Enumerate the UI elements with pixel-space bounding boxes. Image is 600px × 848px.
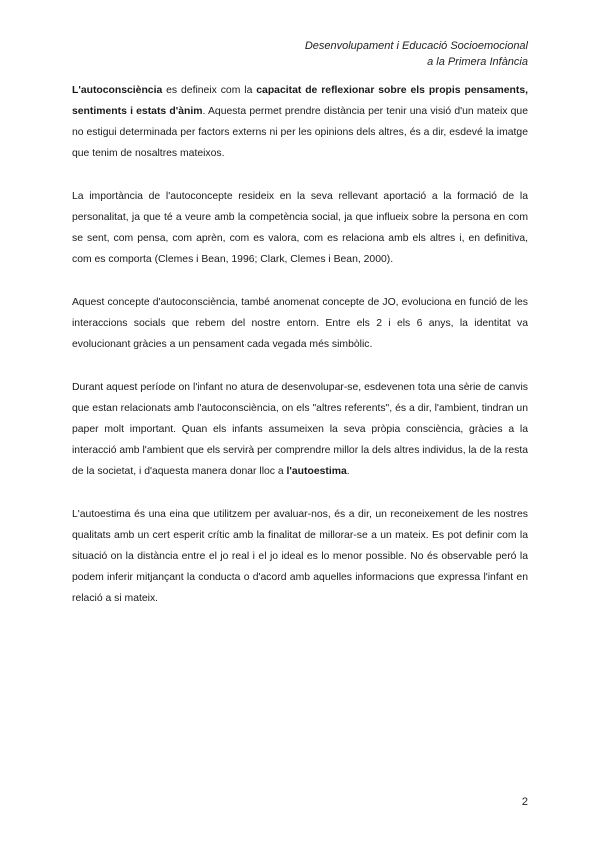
- paragraph-text: Durant aquest període on l'infant no atura de desenvolupar-se, esdevenen tota una sèrie de canvis que estan relacionats amb l'autoconsciència, on els "altres referents", és a dir, l'ambient, tindran un paper molt important. Quan els infants assumeixen la seva pròpia consciència, gràcies a la interacció amb l'ambient que els servirà per comprendre millor la dels altres individus, la de la resta de la societat, i d'aquesta manera donar lloc a: [72, 382, 528, 477]
- paragraph-concepte-jo: Aquest concepte d'autoconsciència, també anomenat concepte de JO, evoluciona en funció de les interaccions socials que rebem del nostre entorn. Entre els 2 i els 6 anys, la identitat va evolucionant gràcies a un pensament cada vegada més simbòlic.: [72, 297, 528, 350]
- paragraph-text: . Aquesta permet prendre distància per tenir una visió d'un mateix que no estigui determinada per factors externs ni per les opinions dels altres, és a dir, esdevé la imatge que tenim de nosaltres mateixos.: [72, 106, 528, 159]
- header-line-2: a la Primera Infància: [427, 56, 528, 68]
- document-body: [72, 80, 528, 631]
- term-autoestima: l'autoestima: [286, 466, 347, 477]
- definition-highlight: capacitat de reflexionar sobre els propis pensaments, sentiments i estats d'ànim: [72, 85, 528, 117]
- paragraph-desenvolupament: [72, 377, 528, 482]
- term-autoconsciencia: L'autoconsciència: [72, 85, 163, 96]
- page-header: [305, 38, 528, 70]
- paragraph-text: es defineix com la: [162, 85, 257, 96]
- header-line-1: Desenvolupament i Educació Socioemocional: [304, 40, 528, 52]
- page-number: 2: [521, 796, 528, 808]
- paragraph-autoestima: L'autoestima és una eina que utilitzem per avaluar-nos, és a dir, un reconeixement de les nostres qualitats amb un cert esperit crític amb la finalitat de millorar-se a un mateix. Es pot definir com la situació on la distància entre el jo real i el jo ideal es lo menor possible. No és observable peró la podem inferir mitjançant la conducta o d'acord amb aquelles informacions que expressa l'infant en relació a si mateix.: [72, 509, 528, 604]
- paragraph-autoconcepte: La importància de l'autoconcepte resideix en la seva rellevant aportació a la formació de la personalitat, ja que té a veure amb la competència social, ja que influeix sobre la persona en com se sent, com pensa, com aprèn, com es valora, com es relaciona amb els altres i, en definitiva, com es comporta (Clemes i Bean, 1996; Clark, Clemes i Bean, 2000).: [72, 191, 528, 265]
- paragraph-autoconsciencia: [72, 80, 528, 164]
- paragraph-text: .: [346, 466, 350, 477]
